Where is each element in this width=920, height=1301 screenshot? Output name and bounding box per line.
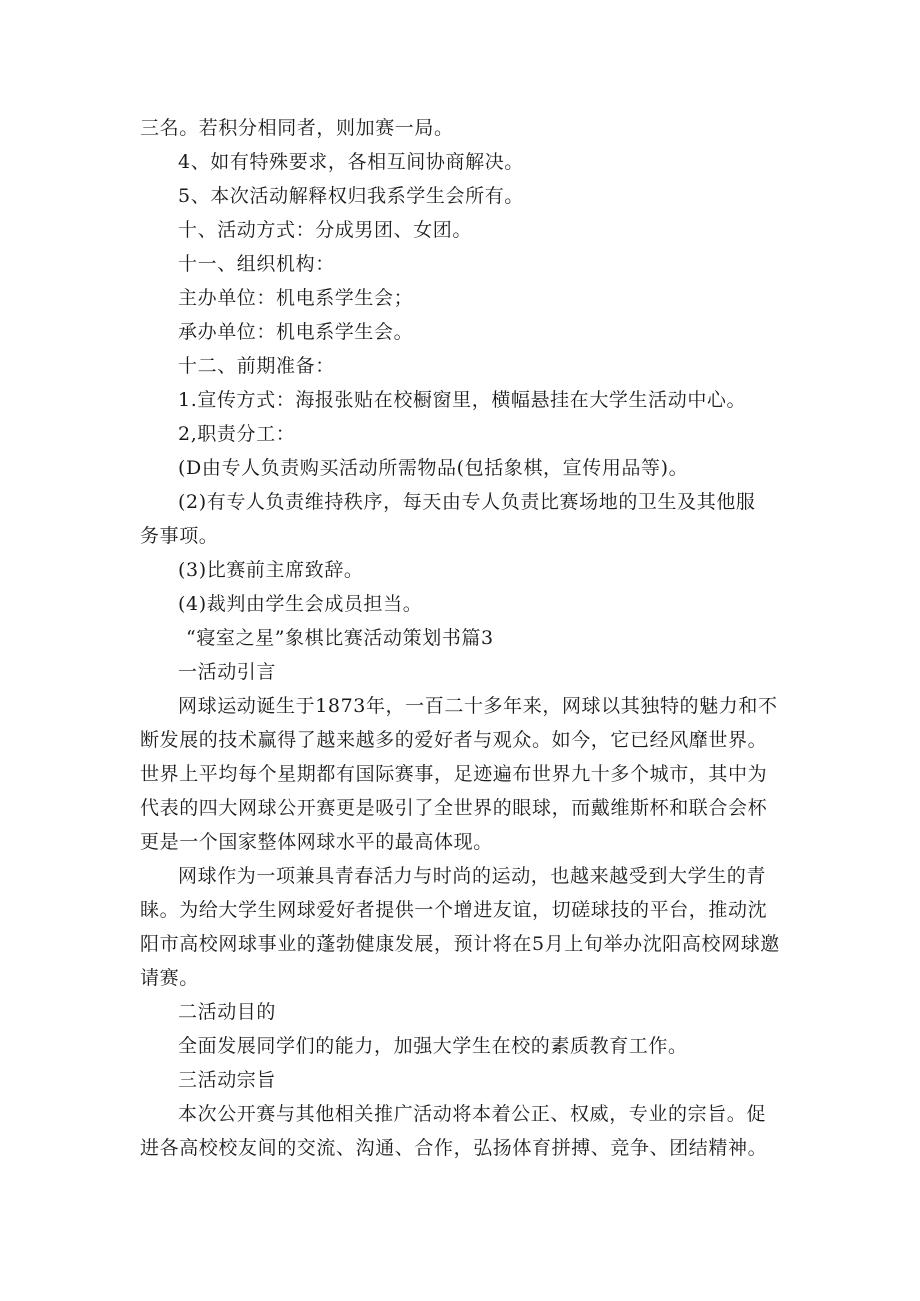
text-line: 本次公开赛与其他相关推广活动将本着公正、权威，专业的宗旨。促 bbox=[178, 1103, 767, 1125]
document-body bbox=[140, 111, 786, 1165]
text-line: 主办单位：机电系学生会； bbox=[178, 287, 414, 309]
text-line: 2,职责分工： bbox=[178, 423, 296, 445]
text-line: 代表的四大网球公开赛更是吸引了全世界的眼球，而戴维斯杯和联合会杯 bbox=[140, 797, 768, 819]
text-line: 睐。为给大学生网球爱好者提供一个增进友谊，切磋球技的平台，推动沈 bbox=[140, 899, 768, 921]
text-line: 十二、前期准备： bbox=[178, 355, 335, 377]
text-line: 十、活动方式：分成男团、女团。 bbox=[178, 219, 473, 241]
text-line: 务事项。 bbox=[140, 525, 219, 547]
text-line: 更是一个国家整体网球水平的最高体现。 bbox=[140, 831, 493, 853]
text-line: (3)比赛前主席致辞。 bbox=[178, 559, 364, 581]
text-line: 世界上平均每个星期都有国际赛事，足迹遍布世界九十多个城市，其中为 bbox=[140, 763, 768, 785]
text-line: 二活动目的 bbox=[178, 1001, 277, 1023]
text-line: (4)裁判由学生会成员担当。 bbox=[178, 593, 423, 615]
text-line: 阳市高校网球事业的蓬勃健康发展，预计将在5月上旬举办沈阳高校网球邀 bbox=[140, 933, 780, 955]
text-line: 三名。若积分相同者，则加赛一局。 bbox=[140, 117, 454, 139]
text-line: 三活动宗旨 bbox=[178, 1069, 277, 1091]
section-title: “寝室之星”象棋比赛活动策划书篇3 bbox=[186, 627, 494, 649]
text-line: 5、本次活动解释权归我系学生会所有。 bbox=[178, 185, 524, 207]
text-line: 网球运动诞生于1873年，一百二十多年来，网球以其独特的魅力和不 bbox=[178, 695, 778, 717]
text-line: 4、如有特殊要求，各相互间协商解决。 bbox=[178, 151, 524, 173]
text-line: 断发展的技术赢得了越来越多的爱好者与观众。如今，它已经风靡世界。 bbox=[140, 729, 768, 751]
text-line: 承办单位：机电系学生会。 bbox=[178, 321, 414, 343]
text-line: 网球作为一项兼具青春活力与时尚的运动，也越来越受到大学生的青 bbox=[178, 865, 767, 887]
text-line: 全面发展同学们的能力，加强大学生在校的素质教育工作。 bbox=[178, 1035, 688, 1057]
text-line: (D由专人负责购买活动所需物品(包括象棋，宣传用品等)。 bbox=[178, 457, 689, 479]
text-line: 请赛。 bbox=[140, 967, 199, 989]
text-line: 十一、组织机构： bbox=[178, 253, 335, 275]
text-line: 一活动引言 bbox=[178, 661, 277, 683]
text-line: 进各高校校友间的交流、沟通、合作，弘扬体育拼搏、竞争、团结精神。 bbox=[140, 1137, 768, 1159]
text-line: (2)有专人负责维持秩序，每天由专人负责比赛场地的卫生及其他服 bbox=[178, 491, 756, 513]
text-line: 1.宣传方式：海报张贴在校橱窗里，横幅悬挂在大学生活动中心。 bbox=[178, 389, 747, 411]
